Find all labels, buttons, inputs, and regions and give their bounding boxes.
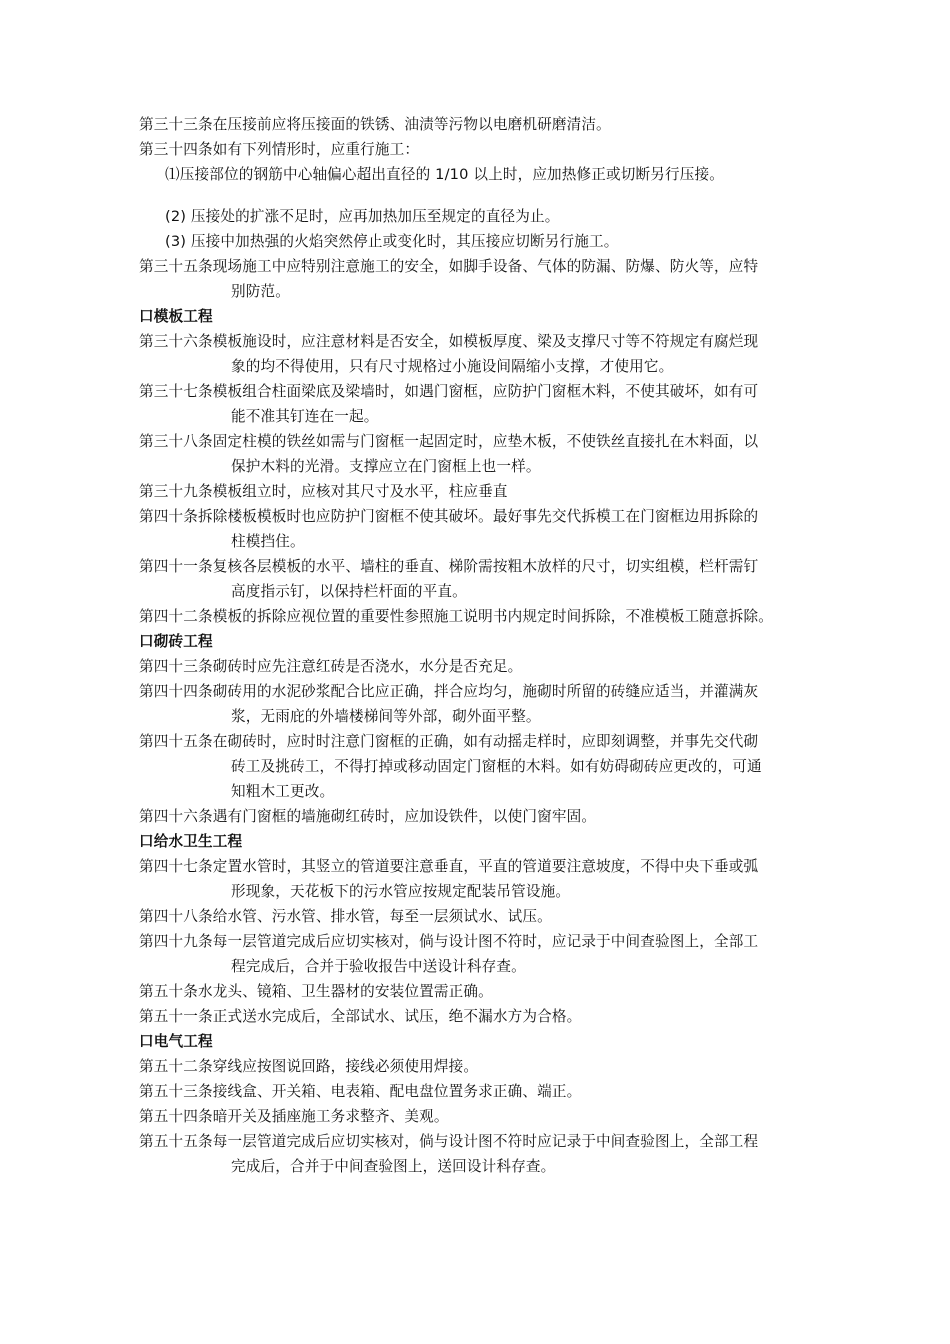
section-heading-formwork: 口模板工程 — [139, 308, 213, 325]
article-53-line: 第五十三条接线盒、开关箱、电表箱、配电盘位置务求正确、端正。 — [139, 1083, 582, 1100]
article-37-line: 第三十七条模板组合柱面梁底及梁墙时，如遇门窗框，应防护门窗框木料，不使其破坏，如有可 — [139, 383, 759, 400]
article-52-line: 第五十二条穿线应按图说回路，接线必须使用焊接。 — [139, 1058, 479, 1075]
article-34-item-2: (2) 压接处的扩涨不足时，应再加热加压至规定的直径为止。 — [165, 208, 560, 225]
article-38-line: 第三十八条固定柱模的铁丝如需与门窗框一起固定时，应垫木板，不使铁丝直接扎在木料面，以 — [139, 433, 759, 450]
article-54-line: 第五十四条暗开关及插座施工务求整齐、美观。 — [139, 1108, 449, 1125]
article-48-line: 第四十八条给水管、污水管、排水管，每至一层须试水、试压。 — [139, 908, 552, 925]
article-35-continuation: 别防范。 — [231, 283, 290, 300]
article-40-line: 第四十条拆除楼板模板时也应防护门窗框不使其破坏。最好事先交代拆模工在门窗框边用拆除的 — [139, 508, 759, 525]
article-44-line: 第四十四条砌砖用的水泥砂浆配合比应正确，拌合应均匀，施砌时所留的砖缝应适当，并灌满灰 — [139, 683, 759, 700]
article-46-line: 第四十六条遇有门窗框的墙施砌红砖时，应加设铁件，以使门窗牢固。 — [139, 808, 597, 825]
article-38-continuation: 保护木料的光滑。支撑应立在门窗框上也一样。 — [231, 458, 541, 475]
article-49-continuation: 程完成后，合并于验收报告中送设计科存查。 — [231, 958, 526, 975]
article-42-line: 第四十二条模板的拆除应视位置的重要性参照施工说明书内规定时间拆除，不准模板工随意拆除。 — [139, 608, 773, 625]
article-41-line: 第四十一条复核各层模板的水平、墙柱的垂直、梯阶需按粗木放样的尺寸，切实组模，栏杆需钉 — [139, 558, 759, 575]
article-36-line: 第三十六条模板施设时，应注意材料是否安全，如模板厚度、梁及支撑尺寸等不符规定有腐烂现 — [139, 333, 759, 350]
article-51-line: 第五十一条正式送水完成后，全部试水、试压，绝不漏水方为合格。 — [139, 1008, 582, 1025]
article-45-continuation-1: 砖工及挑砖工，不得打掉或移动固定门窗框的木料。如有妨碍砌砖应更改的，可通 — [231, 758, 762, 775]
article-35-line: 第三十五条现场施工中应特别注意施工的安全，如脚手设备、气体的防漏、防爆、防火等，应特 — [139, 258, 759, 275]
article-49-line: 第四十九条每一层管道完成后应切实核对，倘与设计图不符时，应记录于中间查验图上，全部工 — [139, 933, 759, 950]
section-heading-plumbing: 口给水卫生工程 — [139, 833, 243, 850]
article-50-line: 第五十条水龙头、镜箱、卫生器材的安装位置需正确。 — [139, 983, 493, 1000]
document-body — [139, 112, 829, 1179]
section-heading-electrical: 口电气工程 — [139, 1033, 213, 1050]
article-37-continuation: 能不准其钉连在一起。 — [231, 408, 379, 425]
article-55-continuation: 完成后，合并于中间查验图上，送回设计科存查。 — [231, 1158, 556, 1175]
article-40-continuation: 柱模挡住。 — [231, 533, 305, 550]
article-41-continuation: 高度指示钉，以保持栏杆面的平直。 — [231, 583, 467, 600]
article-45-continuation-2: 知粗木工更改。 — [231, 783, 335, 800]
article-43-line: 第四十三条砌砖时应先注意红砖是否浇水，水分是否充足。 — [139, 658, 523, 675]
article-33-line: 第三十三条在压接前应将压接面的铁锈、油渍等污物以电磨机研磨清洁。 — [139, 116, 611, 133]
article-44-continuation: 浆，无雨庇的外墙楼梯间等外部，砌外面平整。 — [231, 708, 541, 725]
blank-gap — [139, 187, 829, 204]
article-34-line: 第三十四条如有下列情形时，应重行施工： — [139, 141, 420, 158]
article-39-line: 第三十九条模板组立时，应核对其尺寸及水平，柱应垂直 — [139, 483, 508, 500]
article-34-item-3: (3) 压接中加热强的火焰突然停止或变化时，其压接应切断另行施工。 — [165, 233, 619, 250]
section-heading-masonry: 口砌砖工程 — [139, 633, 213, 650]
article-55-line: 第五十五条每一层管道完成后应切实核对，倘与设计图不符时应记录于中间查验图上，全部工程 — [139, 1133, 759, 1150]
article-34-item-1: ⑴压接部位的钢筋中心轴偏心超出直径的 1/10 以上时，应加热修正或切断另行压接。 — [165, 166, 724, 183]
article-47-continuation: 形现象，天花板下的污水管应按规定配装吊管设施。 — [231, 883, 571, 900]
article-47-line: 第四十七条定置水管时，其竖立的管道要注意垂直，平直的管道要注意坡度，不得中央下垂或弧 — [139, 858, 759, 875]
article-36-continuation: 象的均不得使用，只有尺寸规格过小施设间隔缩小支撑，才使用它。 — [231, 358, 674, 375]
article-45-line: 第四十五条在砌砖时，应时时注意门窗框的正确，如有动摇走样时，应即刻调整，并事先交代砌 — [139, 733, 759, 750]
